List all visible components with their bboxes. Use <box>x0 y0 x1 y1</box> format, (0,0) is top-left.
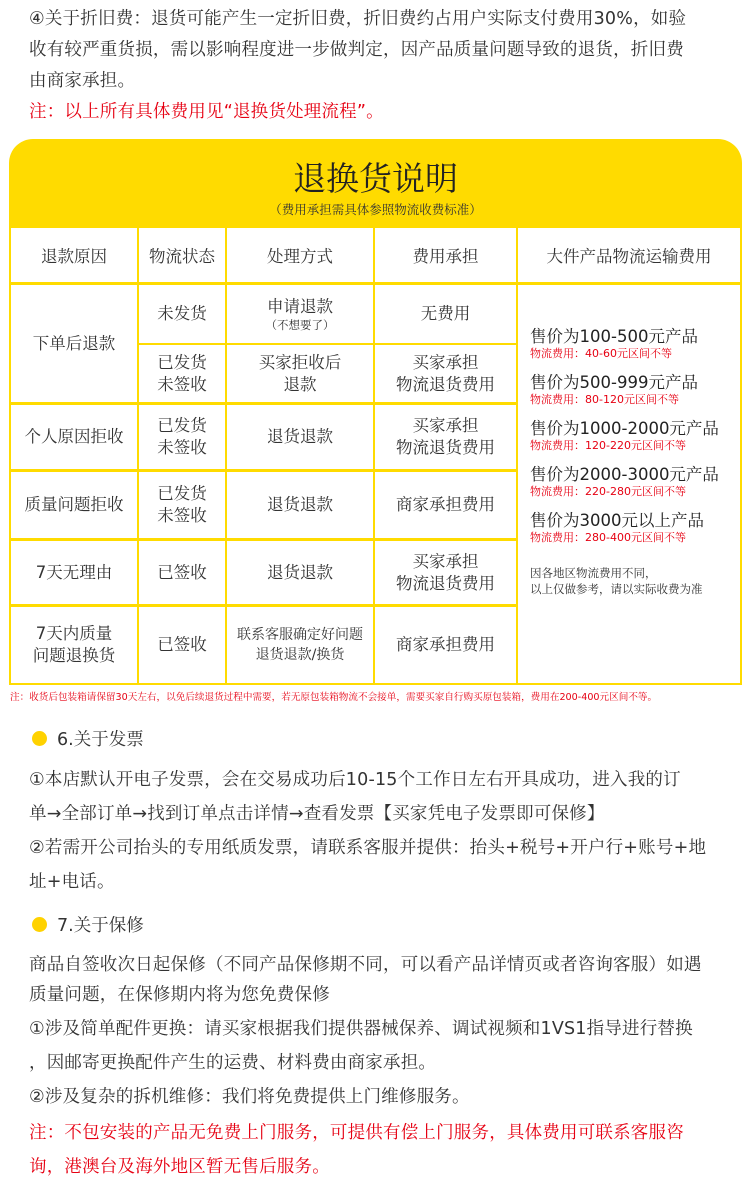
reason-personal-refusal: 个人原因拒收 <box>11 405 137 469</box>
shipping-reference-note: 因各地区物流费用不同， 以上仅做参考，请以实际收费为准 <box>530 566 703 596</box>
shipping-price-tier: 售价为100-500元产品 <box>530 327 698 346</box>
method-note: （不想要了） <box>265 318 335 332</box>
depreciation-section <box>29 4 725 128</box>
shipping-fee-range: 物流费用：220-280元区间不等 <box>530 485 686 498</box>
method-text: 联系客服确定好问题 退货退款/换货 <box>237 627 363 663</box>
return-exchange-panel <box>9 139 742 685</box>
packaging-note: 注：收货后包装箱请保留30天左右，以免后续退货过程中需要，若无原包装箱物流不会接单，需要买家自行购买原包装箱，费用在200-400元区间不等。 <box>10 692 658 703</box>
fee-none: 无费用 <box>375 285 516 343</box>
header-logistics-status: 物流状态 <box>139 228 225 282</box>
warranty-line: ②涉及复杂的拆机维修：我们将免费提供上门维修服务。 <box>29 1087 470 1107</box>
status-signed: 已签收 <box>139 541 225 604</box>
depreciation-line-1: ④关于折旧费：退货可能产生一定折旧费，折旧费约占用户实际支付费用30%，如验 <box>29 9 687 29</box>
invoice-line: ②若需开公司抬头的专用纸质发票，请联系客服并提供：抬头+税号+开户行+账号+地 <box>29 838 707 858</box>
method-text: 申请退款 <box>267 297 333 316</box>
status-shipped-unsigned <box>139 405 225 469</box>
shipping-cost-column <box>518 285 740 683</box>
fee-text: 买家承担 物流退货费用 <box>396 551 495 593</box>
fee-buyer <box>375 405 516 469</box>
shipping-fee-range: 物流费用：80-120元区间不等 <box>530 393 679 406</box>
reason-7day-quality <box>11 607 137 683</box>
invoice-line: ①本店默认开电子发票，会在交易成功后10-15个工作日左右开具成功，进入我的订 <box>29 770 681 790</box>
invoice-line: 单→全部订单→找到订单点击详情→查看发票【买家凭电子发票即可保修】 <box>29 804 605 824</box>
warranty-line: ①涉及简单配件更换：请买家根据我们提供器械保养、调试视频和1VS1指导进行替换 <box>29 1019 693 1039</box>
method-return-refund: 退货退款 <box>227 472 373 538</box>
warranty-line: ，因邮寄更换配件产生的运费、材料费由商家承担。 <box>29 1053 437 1073</box>
panel-subtitle: （费用承担需具体参照物流收费标准） <box>269 202 482 217</box>
header-fee-bearer: 费用承担 <box>375 228 516 282</box>
invoice-heading-text: 6.关于发票 <box>57 730 144 750</box>
warranty-note-line: 注：不包安装的产品无免费上门服务，可提供有偿上门服务，具体费用可联系客服咨 <box>29 1123 684 1143</box>
bullet-dot-icon <box>32 917 47 932</box>
invoice-body <box>29 763 729 899</box>
reason-7day-no-reason: 7天无理由 <box>11 541 137 604</box>
header-reason: 退款原因 <box>11 228 137 282</box>
warranty-heading-text: 7.关于保修 <box>57 916 144 936</box>
depreciation-line-2: 收有较严重货损，需以影响程度进一步做判定，因产品质量问题导致的退货，折旧费 <box>29 40 684 60</box>
warranty-note-line: 询，港澳台及海外地区暂无售后服务。 <box>29 1157 330 1177</box>
status-shipped-unsigned <box>139 472 225 538</box>
fee-text: 买家承担 物流退货费用 <box>396 416 495 457</box>
header-handling-method: 处理方式 <box>227 228 373 282</box>
fee-buyer <box>375 345 516 402</box>
shipping-fee-range: 物流费用：280-400元区间不等 <box>530 531 686 544</box>
status-signed: 已签收 <box>139 607 225 683</box>
panel-title: 退换货说明 <box>293 159 458 198</box>
shipping-fee-range: 物流费用：120-220元区间不等 <box>530 439 686 452</box>
warranty-line: 质量问题，在保修期内将为您免费保修 <box>29 985 330 1005</box>
fee-text: 买家承担 物流退货费用 <box>396 352 495 394</box>
shipping-price-tier: 售价为3000元以上产品 <box>530 511 704 530</box>
status-shipped-unsigned <box>139 345 225 402</box>
invoice-heading <box>32 726 144 751</box>
shipping-price-tier: 售价为500-999元产品 <box>530 373 698 392</box>
invoice-line: 址+电话。 <box>29 872 115 892</box>
reason-order-refund: 下单后退款 <box>11 285 137 402</box>
method-apply-refund <box>227 285 373 343</box>
shipping-fee-range: 物流费用：40-60元区间不等 <box>530 347 672 360</box>
fee-seller: 商家承担费用 <box>375 472 516 538</box>
method-contact-service <box>227 607 373 683</box>
shipping-price-tier: 售价为1000-2000元产品 <box>530 419 719 438</box>
warranty-line: 商品自签收次日起保修（不同产品保修期不同，可以看产品详情页或者咨询客服）如遇 <box>29 955 702 975</box>
method-refuse-refund <box>227 345 373 402</box>
method-return-refund: 退货退款 <box>227 541 373 604</box>
reason-7day-quality-text: 7天内质量 问题退换货 <box>32 624 116 665</box>
warranty-heading <box>32 912 144 937</box>
status-text: 已发货 未签收 <box>157 352 207 394</box>
fee-reference-note: 注：以上所有具体费用见“退换货处理流程”。 <box>29 102 384 122</box>
header-shipping-cost: 大件产品物流运输费用 <box>518 228 740 282</box>
method-return-refund: 退货退款 <box>227 405 373 469</box>
status-not-shipped: 未发货 <box>139 285 225 343</box>
method-text: 买家拒收后 退款 <box>258 352 342 394</box>
fee-seller: 商家承担费用 <box>375 607 516 683</box>
reason-quality-refusal: 质量问题拒收 <box>11 472 137 538</box>
fee-buyer <box>375 541 516 604</box>
warranty-body <box>29 950 729 1182</box>
status-text: 已发货 未签收 <box>157 484 207 525</box>
bullet-dot-icon <box>32 731 47 746</box>
depreciation-line-3: 由商家承担。 <box>29 71 136 91</box>
status-text: 已发货 未签收 <box>157 416 207 457</box>
shipping-price-tier: 售价为2000-3000元产品 <box>530 465 719 484</box>
